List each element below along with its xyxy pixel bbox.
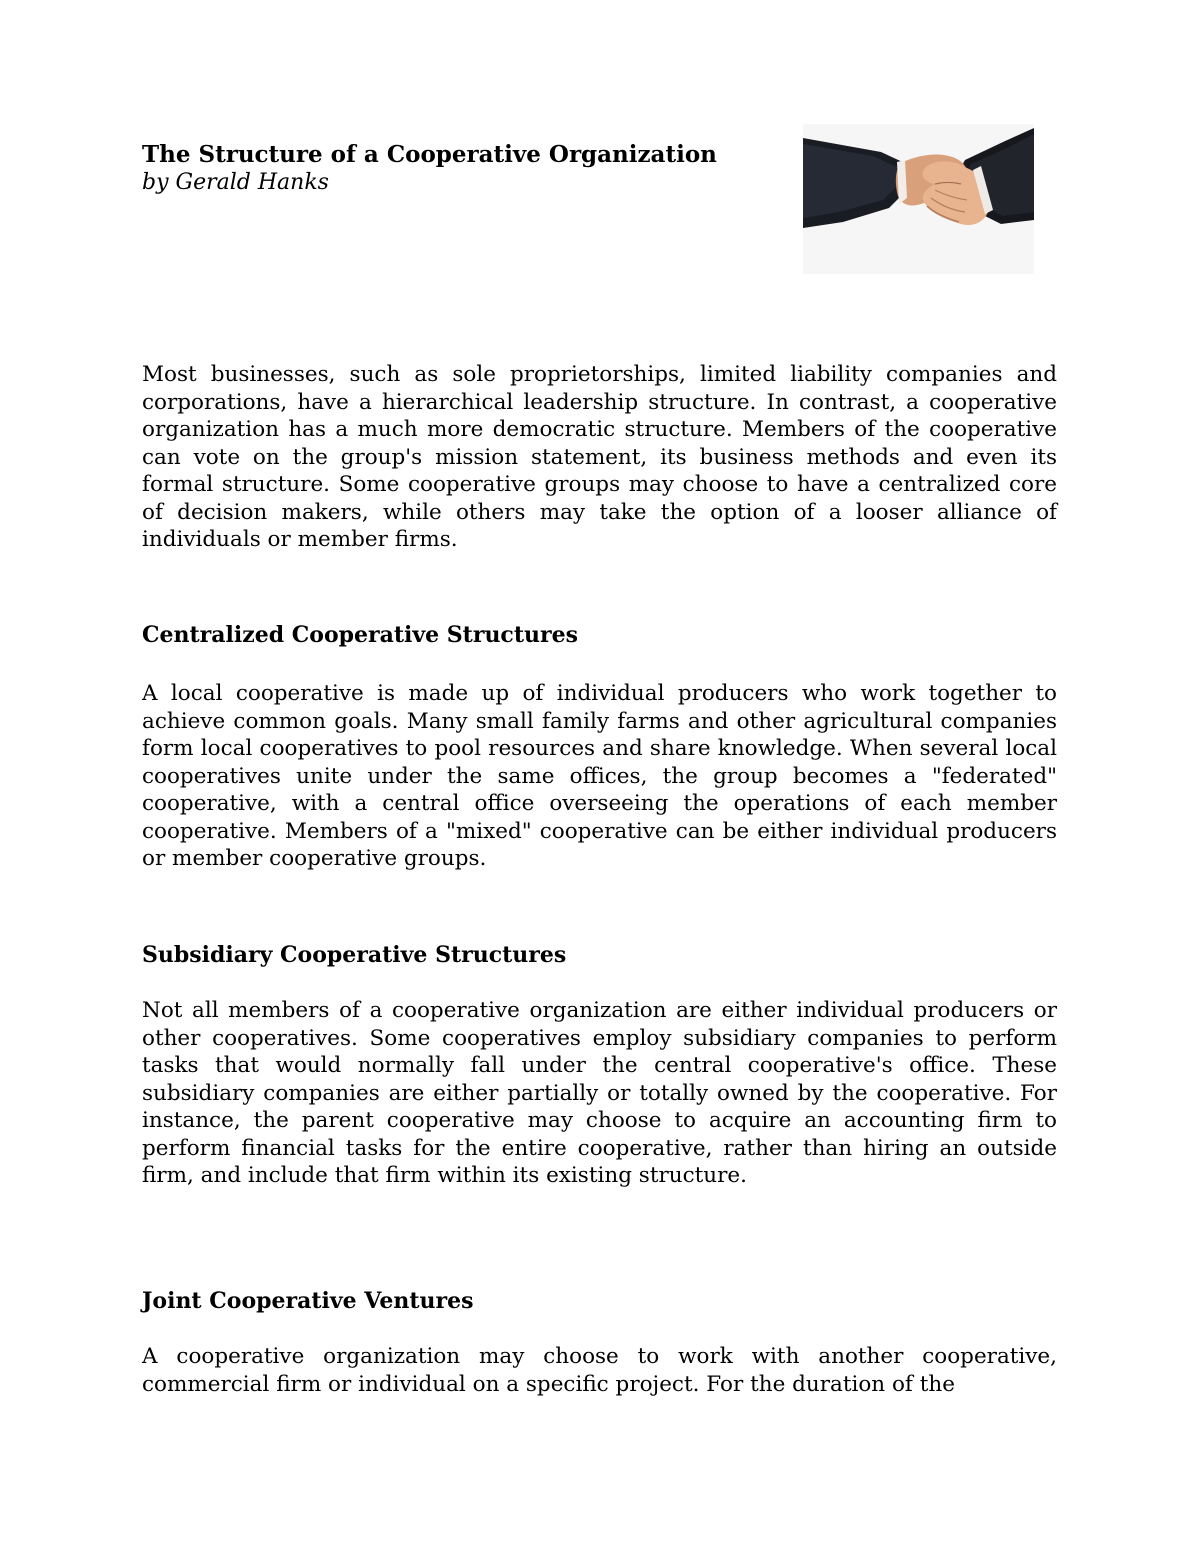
section-heading-centralized: Centralized Cooperative Structures <box>142 622 578 648</box>
section-heading-subsidiary: Subsidiary Cooperative Structures <box>142 942 567 968</box>
section-body-subsidiary: Not all members of a cooperative organization are either individual producers or other cooperatives. Some cooperatives employ subsidiary companies to perform tasks that would normally fall under the central cooperative's office. These subsidiary companies are either partially or totally owned by the cooperative. For instance, the parent cooperative may choose to acquire an accounting firm to perform financial tasks for the entire cooperative, rather than hiring an outside firm, and include that firm within its existing structure. <box>142 998 1057 1188</box>
section-heading-joint: Joint Cooperative Ventures <box>142 1288 474 1314</box>
section-body-centralized: A local cooperative is made up of individual producers who work together to achieve common goals. Many small family farms and other agricultural companies form local cooperatives to pool resources and share knowledge. When several local cooperatives unite under the same offices, the group becomes a "federated" cooperative, with a central office overseeing the operations of each member cooperative. Members of a "mixed" cooperative can be either individual producers or member cooperative groups. <box>142 681 1057 871</box>
intro-paragraph: Most businesses, such as sole proprietorships, limited liability companies and corporations, have a hierarchical leadership structure. In contrast, a cooperative organization has a much more democratic structure. Members of the cooperative can vote on the group's mission statement, its business methods and even its formal structure. Some cooperative groups may choose to have a centralized core of decision makers, while others may take the option of a looser alliance of individuals or member firms. <box>142 362 1057 552</box>
section-body-joint: A cooperative organization may choose to work with another cooperative, commercial firm or individual on a specific project. For the duration of the <box>142 1344 1057 1397</box>
handshake-icon <box>803 124 1034 274</box>
document-title: The Structure of a Cooperative Organization <box>142 141 717 168</box>
handshake-photo <box>803 124 1034 274</box>
author-byline: by Gerald Hanks <box>142 170 329 195</box>
